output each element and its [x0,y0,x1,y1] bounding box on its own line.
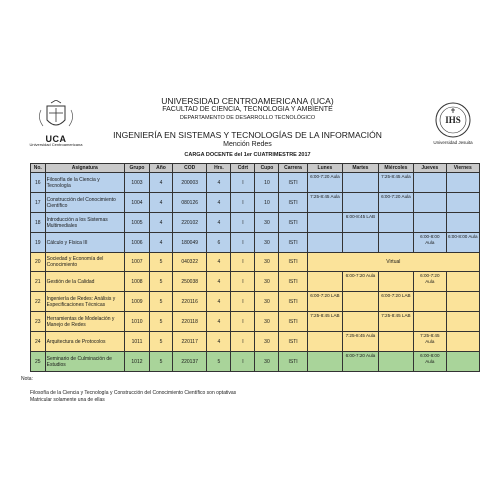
capacity-cell: 10 [255,173,279,193]
schedule-table [30,163,480,372]
tuesday-cell [343,233,379,253]
subject-name: Introducción a los Sistemas Multimediales [45,213,124,233]
thursday-cell: 6:00-8:00 Aula [414,233,446,253]
wednesday-cell: 7:25-8:45 Aula [378,173,414,193]
column-header: Hrs. [207,164,231,173]
wednesday-cell: 6:00-7:20 Aula [378,193,414,213]
year-cell: 4 [150,193,173,213]
thursday-cell [414,173,446,193]
program-cell: ISTI [279,272,307,292]
thursday-cell [414,193,446,213]
notes-title: Nota: [21,376,33,382]
group-cell: 1008 [124,272,149,292]
notes-line-1: Filosofía de la Ciencia y Tecnología y Construcción del Conocimiento Científico son optativas [30,390,237,396]
row-number: 25 [31,352,46,372]
subject-name: Construcción del Conocimiento Científico [45,193,124,213]
friday-cell: 6:00-8:00 Aula [446,233,479,253]
document-subtitle: CARGA DOCENTE del 1er CUATRIMESTRE 2017 [184,152,311,158]
capacity-cell: 30 [255,332,279,352]
cdrt-cell: I [231,272,255,292]
hours-cell: 4 [207,272,231,292]
wednesday-cell [378,213,414,233]
university-name: UNIVERSIDAD CENTROAMERICANA (UCA) [161,96,334,106]
row-number: 16 [31,173,46,193]
friday-cell [446,312,479,332]
table-row [31,173,480,193]
wednesday-cell [378,233,414,253]
year-cell: 5 [150,332,173,352]
cdrt-cell: I [231,332,255,352]
column-header: Asignatura [45,164,124,173]
group-cell: 1003 [124,173,149,193]
cdrt-cell: I [231,253,255,272]
wednesday-cell [378,272,414,292]
column-header: Grupo [124,164,149,173]
code-cell: 080126 [172,193,206,213]
tuesday-cell: 6:00-8:45 LAB [343,213,379,233]
column-header: Lunes [307,164,343,173]
program-cell: ISTI [279,253,307,272]
program-cell: ISTI [279,352,307,372]
capacity-cell: 30 [255,272,279,292]
program-cell: ISTI [279,312,307,332]
thursday-cell: 6:00-7:20 Aula [414,272,446,292]
year-cell: 5 [150,312,173,332]
cdrt-cell: I [231,193,255,213]
capacity-cell: 30 [255,312,279,332]
row-number: 21 [31,272,46,292]
hours-cell: 4 [207,173,231,193]
friday-cell [446,272,479,292]
column-header: Cdrt [231,164,255,173]
row-number: 17 [31,193,46,213]
row-number: 24 [31,332,46,352]
code-cell: 040322 [172,253,206,272]
tuesday-cell: 7:25-8:45 Aula [343,332,379,352]
wednesday-cell [378,352,414,372]
cdrt-cell: I [231,213,255,233]
group-cell: 1009 [124,292,149,312]
hours-cell: 4 [207,312,231,332]
group-cell: 1007 [124,253,149,272]
table-row [31,193,480,213]
hours-cell: 4 [207,213,231,233]
cdrt-cell: I [231,292,255,312]
capacity-cell: 10 [255,193,279,213]
mention-title: Mención Redes [223,141,272,148]
friday-cell [446,173,479,193]
row-number: 20 [31,253,46,272]
year-cell: 5 [150,272,173,292]
hours-cell: 4 [207,253,231,272]
column-header: Martes [343,164,379,173]
capacity-cell: 30 [255,253,279,272]
code-cell: 180049 [172,233,206,253]
capacity-cell: 30 [255,352,279,372]
table-row [31,312,480,332]
column-header: Jueves [414,164,446,173]
year-cell: 4 [150,173,173,193]
friday-cell [446,292,479,312]
cdrt-cell: I [231,233,255,253]
subject-name: Sociedad y Economía del Conocimiento [45,253,124,272]
column-header: Viernes [446,164,479,173]
thursday-cell [414,292,446,312]
year-cell: 5 [150,253,173,272]
logo-right-caption: Universidad Jesuita [433,140,473,145]
program-title: INGENIERÍA EN SISTEMAS Y TECNOLOGÍAS DE LA INFORMACIÓN [113,130,382,140]
hours-cell: 4 [207,193,231,213]
virtual-cell: Virtual [307,253,479,272]
monday-cell: 7:25-8:45 Aula [307,193,343,213]
capacity-cell: 30 [255,213,279,233]
hours-cell: 6 [207,233,231,253]
group-cell: 1010 [124,312,149,332]
monday-cell: 7:25-8:45 LAB [307,312,343,332]
group-cell: 1012 [124,352,149,372]
group-cell: 1011 [124,332,149,352]
group-cell: 1004 [124,193,149,213]
friday-cell [446,193,479,213]
monday-cell [307,233,343,253]
cdrt-cell: I [231,312,255,332]
monday-cell [307,332,343,352]
code-cell: 220137 [172,352,206,372]
notes-line-2: Matricular solamente una de ellas [30,397,105,403]
row-number: 18 [31,213,46,233]
wednesday-cell: 6:00-7:20 LAB [378,292,414,312]
program-cell: ISTI [279,213,307,233]
row-number: 23 [31,312,46,332]
tuesday-cell [343,312,379,332]
wednesday-cell: 7:25-8:45 LAB [378,312,414,332]
hours-cell: 4 [207,332,231,352]
subject-name: Ingeniería de Redes: Análisis y Especificaciones Técnicas [45,292,124,312]
year-cell: 5 [150,292,173,312]
column-header: Cupo [255,164,279,173]
table-row [31,332,480,352]
table-header-row [31,164,480,173]
svg-text:IHS: IHS [445,115,461,125]
thursday-cell: 6:00-8:00 Aula [414,352,446,372]
table-row [31,213,480,233]
friday-cell [446,332,479,352]
monday-cell [307,352,343,372]
tuesday-cell [343,173,379,193]
year-cell: 5 [150,352,173,372]
program-cell: ISTI [279,233,307,253]
subject-name: Filosofía de la Ciencia y Tecnología [45,173,124,193]
faculty-name: FACULTAD DE CIENCIA, TECNOLOGIA Y AMBIENTE [162,106,333,113]
table-row [31,272,480,292]
logo-left-subcaption: Universidad Centroamericana [29,142,83,147]
thursday-cell: 7:25-8:45 Aula [414,332,446,352]
table-row [31,253,480,272]
friday-cell [446,213,479,233]
row-number: 22 [31,292,46,312]
code-cell: 220116 [172,292,206,312]
column-header: Miércoles [378,164,414,173]
hours-cell: 4 [207,292,231,312]
program-cell: ISTI [279,173,307,193]
code-cell: 220117 [172,332,206,352]
wednesday-cell [378,332,414,352]
year-cell: 4 [150,233,173,253]
thursday-cell [414,213,446,233]
column-header: No. [31,164,46,173]
thursday-cell [414,312,446,332]
program-cell: ISTI [279,332,307,352]
code-cell: 220118 [172,312,206,332]
tuesday-cell [343,292,379,312]
subject-name: Cálculo y Física III [45,233,124,253]
logo-left-caption: UCA [45,134,67,144]
monday-cell [307,213,343,233]
column-header: COD [172,164,206,173]
year-cell: 4 [150,213,173,233]
monday-cell: 6:00-7:20 Aula [307,173,343,193]
row-number: 19 [31,233,46,253]
friday-cell [446,352,479,372]
program-cell: ISTI [279,193,307,213]
table-row [31,233,480,253]
column-header: Carrera [279,164,307,173]
group-cell: 1005 [124,213,149,233]
table-row [31,352,480,372]
department-name: DEPARTAMENTO DE DESARROLLO TECNOLÓGICO [179,115,316,121]
monday-cell: 6:00-7:20 LAB [307,292,343,312]
code-cell: 220102 [172,213,206,233]
subject-name: Herramientas de Modelación y Manejo de Redes [45,312,124,332]
capacity-cell: 30 [255,233,279,253]
monday-cell [307,272,343,292]
code-cell: 200003 [172,173,206,193]
subject-name: Arquitectura de Protocolos [45,332,124,352]
subject-name: Gestión de la Calidad [45,272,124,292]
cdrt-cell: I [231,352,255,372]
tuesday-cell: 6:00-7:20 Aula [343,272,379,292]
cdrt-cell: I [231,173,255,193]
table-row [31,292,480,312]
tuesday-cell: 6:00-7:20 Aula [343,352,379,372]
capacity-cell: 30 [255,292,279,312]
group-cell: 1006 [124,233,149,253]
hours-cell: 5 [207,352,231,372]
column-header: Año [150,164,173,173]
subject-name: Seminario de Culminación de Estudios [45,352,124,372]
tuesday-cell [343,193,379,213]
code-cell: 250038 [172,272,206,292]
program-cell: ISTI [279,292,307,312]
